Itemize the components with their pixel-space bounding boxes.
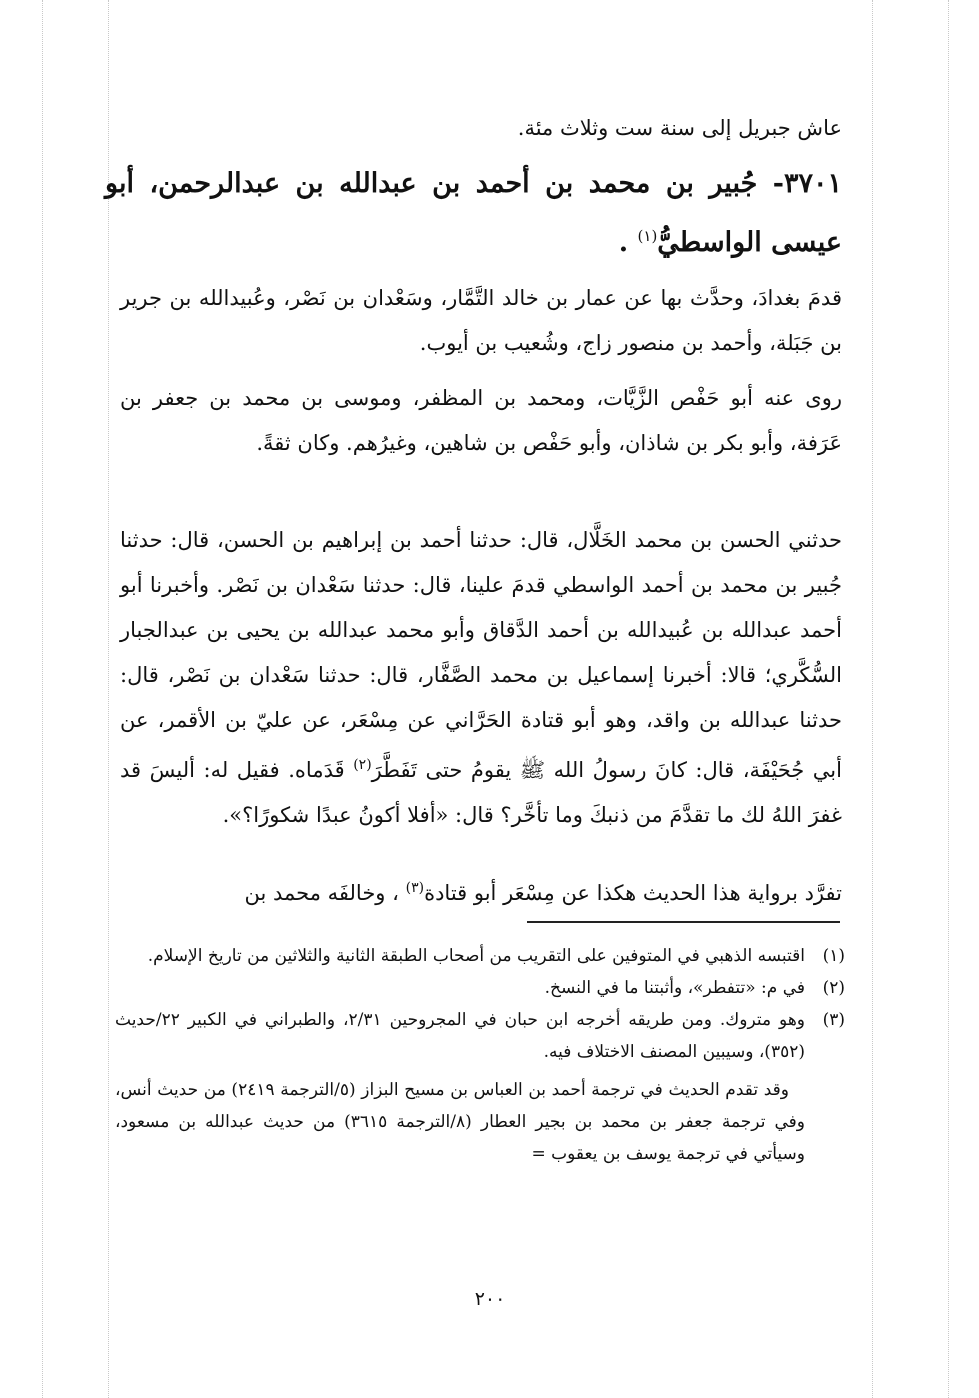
footnote-3	[115, 1004, 845, 1068]
entry-heading-end: .	[618, 227, 629, 258]
scan-artifact	[872, 0, 873, 1398]
entry-heading	[105, 158, 842, 269]
page-number: ٢٠٠	[474, 1288, 506, 1310]
commentary-text-part-1: تفرَّد برواية هذا الحديث هكذا عن مِسْعَر أبو قتادة	[424, 881, 842, 905]
paragraph-arrival: قدمَ بغدادَ، وحدَّث بها عن عمار بن خالد التَّمَّار، وسَعْدان بن نَصْر، وعُبيدالله بن جرير بن جَبَلة، وأحمد بن منصور زاج، وشُعيب بن أيوب.	[120, 286, 842, 355]
scan-artifact	[42, 0, 43, 1398]
commentary-text-part-2: ، وخالفَه محمد بن	[244, 881, 399, 905]
footnote-number: (٢)	[822, 978, 845, 998]
hadith-text-part-2: قَدَماه. فقيل له: أليسَ قد غفرَ اللهُ لك ما تقدَّمَ من ذنبكَ وما تأخَّر؟ قال: «أفلا أكونُ عبدًا شكورًا؟».	[120, 758, 842, 827]
footnote-ref-3: (٣)	[405, 880, 425, 896]
paragraph-hadith	[120, 518, 842, 838]
footnote-number: (٣)	[822, 1010, 845, 1030]
footnote-3-continuation: وقد تقدم الحديث في ترجمة أحمد بن العباس بن مسيح البزاز (٥/الترجمة ٢٤١٩) من حديث أنس، وفي ترجمة جعفر بن محمد بن بجير العطار (٨/الترجمة ٣٦١٥) من حديث عبدالله بن مسعود، وسيأتي في ترجمة يوسف بن يعقوب =	[115, 1080, 806, 1164]
footnote-ref-2: (٢)	[353, 757, 372, 773]
footnote-text: في م: «تتفطر»، وأثبتنا ما في النسخ.	[544, 978, 805, 998]
scan-artifact	[948, 0, 949, 1398]
footnote-divider	[527, 921, 840, 923]
footnote-text: وهو متروك. ومن طريقه أخرجه ابن حبان في المجروحين ٢/٣١، والطبراني في الكبير ٢٢/حديث (٣٥٢)، وسيبين المصنف الاختلاف فيه.	[115, 1010, 805, 1062]
hadith-text-part-1: حدثني الحسن بن محمد الخَلَّال، قال: حدثنا أحمد بن إبراهيم بن الحسن، قال: حدثنا جُبير بن محمد بن أحمد الواسطي قدمَ علينا، قال: حدثنا سَعْدان بن نَصْر. وأخبرنا أبو أحمد عبدالله بن عُبيدالله بن أحمد الدَّقاق وأبو محمد عبدالله بن يحيى بن عبدالجبار السُّكَّري؛ قالا: أخبرنا إسماعيل بن محمد الصَّفَّار، قال: حدثنا سَعْدان بن نَصْر، قال: حدثنا عبدالله بن واقد، وهو أبو قتادة الحَرَّاني عن مِسْعَر، عن عليّ بن الأقمر، عن أبي جُحَيْفَة، قال: كانَ رسولُ الله ﷺ يقومُ حتى تَفَطَّرَ	[120, 528, 842, 782]
footnote-2	[115, 972, 845, 1004]
entry-heading-text: ٣٧٠١- جُبير بن محمد بن أحمد بن عبدالله بن عبدالرحمن، أبو عيسى الواسطيُّ	[105, 168, 842, 258]
intro-line: عاش جبريل إلى سنة ست وثلاث مئة.	[517, 116, 842, 140]
paragraph-narrators: روى عنه أبو حَفْص الزَّيَّات، ومحمد بن المظفر، وموسى بن محمد بن جعفر بن عَرَفة، وأبو بكر بن شاذان، وأبو حَفْص بن شاهين، وغيرُهم. وكان ثقةً.	[120, 386, 842, 455]
footnote-number: (١)	[822, 946, 845, 966]
footnotes	[115, 940, 845, 1170]
paragraph-commentary	[120, 866, 842, 916]
footnote-ref-1: (١)	[637, 227, 658, 245]
footnote-1	[115, 940, 845, 972]
footnote-text: اقتبسه الذهبي في المتوفين على التقريب من أصحاب الطبقة الثانية والثلاثين من تاريخ الإسلام.	[147, 946, 805, 966]
